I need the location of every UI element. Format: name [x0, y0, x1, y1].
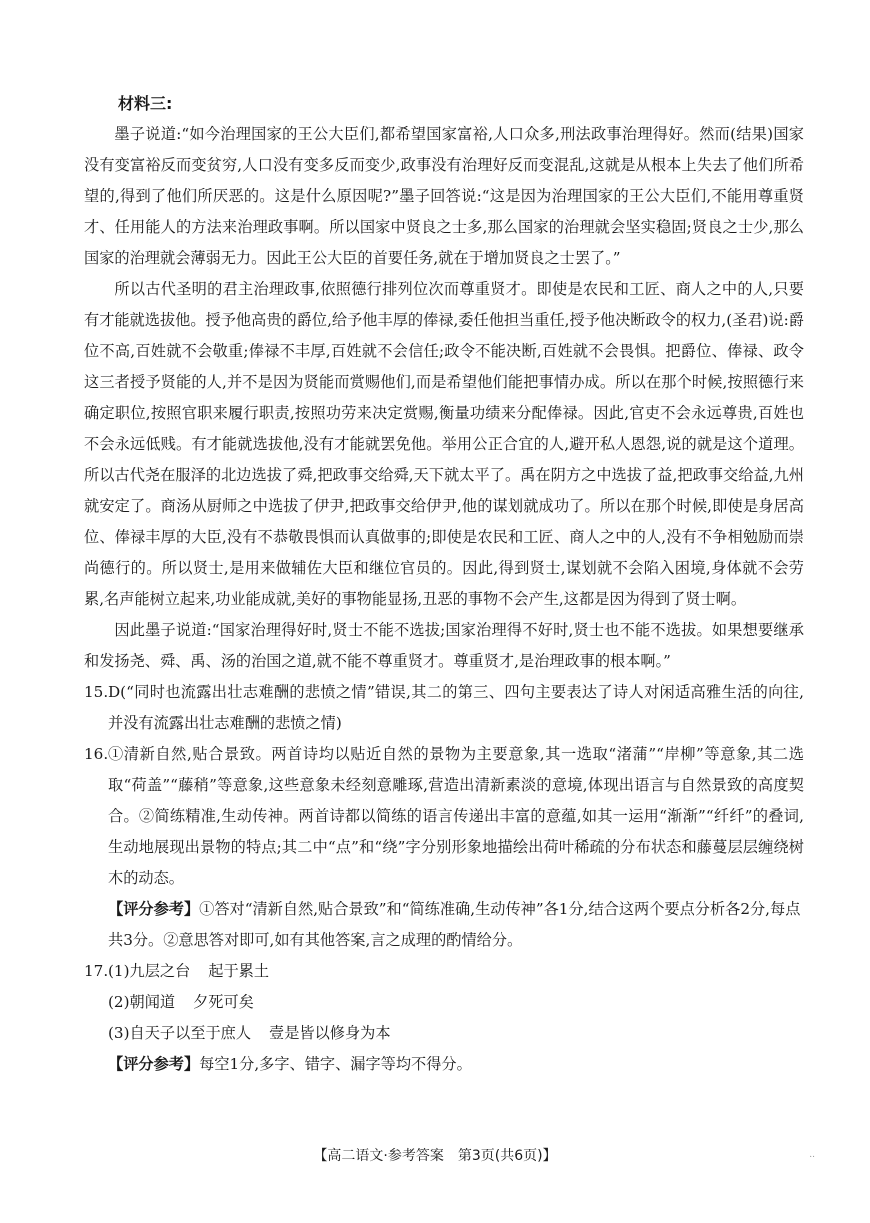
scoring-reference-text: ①答对“清新自然,贴合景致”和“简练准确,生动传神”各1分,结合这两个要点分析各2分,每点共3分。②意思答对即可,如有其他答案,言之成理的酌情给分。 [108, 900, 801, 949]
scoring-reference-16 [84, 894, 804, 956]
answer-text: ①清新自然,贴合景致。两首诗均以贴近自然的景物为主要意象,其一选取“渚蒲”“岸柳”等意象,其二选取“荷盖”“藤稍”等意象,这些意象未经刻意雕琢,营造出清新素淡的意境,体现出语言与自然景致的高度契合。②简练精准,生动传神。两首诗都以简练的语言传递出丰富的意蕴,如其一运用“渐渐”“纤纤”的叠词,生动地展现出景物的特点;其二中“点”和“绕”字分别形象地描绘出荷叶稀疏的分布状态和藤蔓层层缠绕树木的动态。 [108, 745, 804, 887]
page-footer: 【高二语文·参考答案 第3页(共6页)】 [313, 1148, 557, 1164]
scoring-reference-17 [84, 1049, 804, 1080]
answer-16 [84, 739, 804, 894]
answer-15 [84, 677, 804, 739]
question-number: 16. [84, 745, 109, 763]
scoring-reference-label: 【评分参考】 [108, 900, 200, 918]
fill-answer-2b: 夕死可矣 [193, 993, 254, 1011]
page-content [84, 88, 804, 1080]
fill-answer-1a: (1)九层之台 [108, 962, 191, 980]
corner-mark: .. [809, 1150, 815, 1160]
material-paragraph-3: 因此墨子说道:“国家治理得好时,贤士不能不选拔;国家治理得不好时,贤士也不能不选拔。如果想要继承和发扬尧、舜、禹、汤的治国之道,就不能不尊重贤才。尊重贤才,是治理政事的根本啊。” [84, 621, 804, 670]
fill-answer-2a: (2)朝闻道 [108, 993, 176, 1011]
fill-answer-3b: 壹是皆以修身为本 [269, 1024, 391, 1042]
question-number: 17. [84, 962, 109, 980]
scoring-reference-label: 【评分参考】 [108, 1055, 200, 1073]
material-paragraph-2: 所以古代圣明的君主治理政事,依照德行排列位次而尊重贤才。即使是农民和工匠、商人之中的人,只要有才能就选拔他。授予他高贵的爵位,给予他丰厚的俸禄,委任他担当重任,授予他决断政令的权力,(圣君)说:爵位不高,百姓就不会敬重;俸禄不丰厚,百姓就不会信任;政令不能决断,百姓就不会畏惧。把爵位、俸禄、政令这三者授予贤能的人,并不是因为贤能而赏赐他们,而是希望他们能把事情办成。所以在那个时候,按照德行来确定职位,按照官职来履行职责,按照功劳来决定赏赐,衡量功绩来分配俸禄。因此,官吏不会永远尊贵,百姓也不会永远低贱。有才能就选拔他,没有才能就罢免他。举用公正合宜的人,避开私人恩怨,说的就是这个道理。所以古代尧在服泽的北边选拔了舜,把政事交给舜,天下就太平了。禹在阴方之中选拔了益,把政事交给益,九州就安定了。商汤从厨师之中选拔了伊尹,把政事交给伊尹,他的谋划就成功了。所以在那个时候,即使是身居高位、俸禄丰厚的大臣,没有不恭敬畏惧而认真做事的;即使是农民和工匠、商人之中的人,没有不争相勉励而崇尚德行的。所以贤士,是用来做辅佐大臣和继位官员的。因此,得到贤士,谋划就不会陷入困境,身体就不会劳累,名声能树立起来,功业能成就,美好的事物能显扬,丑恶的事物不会产生,这都是因为得到了贤士啊。 [84, 280, 804, 608]
answer-17-line-2 [84, 987, 804, 1018]
answer-17 [84, 956, 804, 987]
question-number: 15. [84, 683, 109, 701]
fill-answer-3a: (3)自天子以至于庶人 [108, 1024, 252, 1042]
material-paragraph-1: 墨子说道:“如今治理国家的王公大臣们,都希望国家富裕,人口众多,刑法政事治理得好。然而(结果)国家没有变富裕反而变贫穷,人口没有变多反而变少,政事没有治理好反而变混乱,这就是从根本上失去了他们所希望的,得到了他们所厌恶的。这是什么原因呢?”墨子回答说:“这是因为治理国家的王公大臣们,不能用尊重贤才、任用能人的方法来治理政事啊。所以国家中贤良之士多,那么国家的治理就会坚实稳固;贤良之士少,那么国家的治理就会薄弱无力。因此王公大臣的首要任务,就在于增加贤良之士罢了。” [84, 125, 804, 267]
material-heading: 材料三: [118, 94, 173, 113]
scoring-reference-text: 每空1分,多字、错字、漏字等均不得分。 [199, 1055, 472, 1073]
fill-answer-1b: 起于累土 [208, 962, 270, 980]
answer-17-line-3 [84, 1018, 804, 1049]
answer-text: D(“同时也流露出壮志难酬的悲愤之情”错误,其二的第三、四句主要表达了诗人对闲适高雅生活的向往,并没有流露出壮志难酬的悲愤之情) [108, 683, 804, 732]
